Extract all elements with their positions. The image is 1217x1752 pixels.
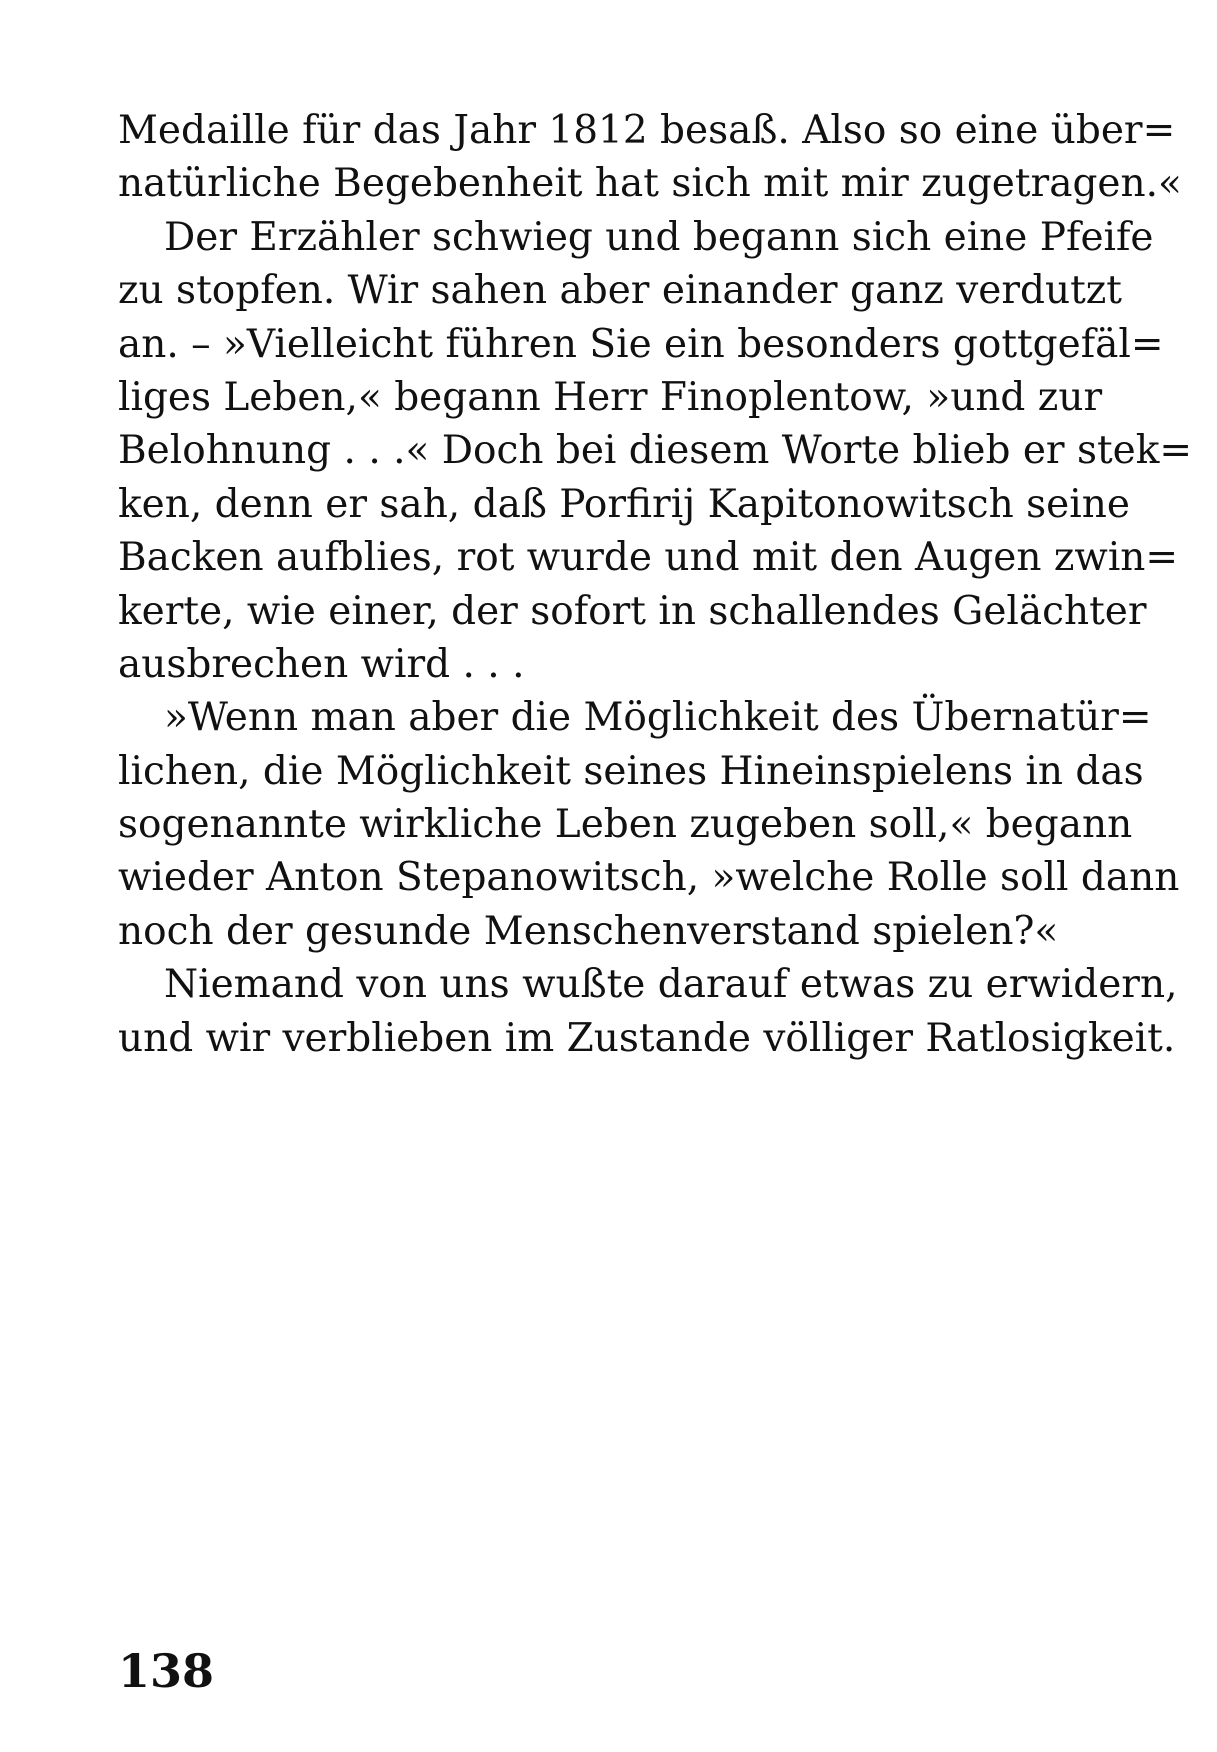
- text-line: Belohnung . . .« Doch bei diesem Worte blieb er stek=: [118, 428, 1193, 474]
- text-line: Niemand von uns wußte darauf etwas zu erwidern,: [164, 962, 1178, 1008]
- text-line: Backen aufblies, rot wurde und mit den Augen zwin=: [118, 535, 1179, 581]
- page-number: 138: [118, 1644, 215, 1698]
- text-line: ausbrechen wird . . .: [118, 641, 525, 687]
- text-line: lichen, die Möglichkeit seines Hineinspielens in das: [118, 748, 1144, 794]
- text-line: noch der gesunde Menschenverstand spielen?«: [118, 908, 1059, 954]
- text-line: »Wenn man aber die Möglichkeit des Übernatür=: [164, 695, 1152, 741]
- text-line: und wir verblieben im Zustande völliger Ratlosigkeit.: [118, 1015, 1176, 1061]
- text-line: sogenannte wirkliche Leben zugeben soll,« begann: [118, 802, 1133, 848]
- text-line: ken, denn er sah, daß Porfirij Kapitonowitsch seine: [118, 481, 1130, 527]
- text-line: kerte, wie einer, der sofort in schallendes Gelächter: [118, 588, 1147, 634]
- text-line: Der Erzähler schwieg und begann sich eine Pfeife: [164, 214, 1154, 260]
- text-line: zu stopfen. Wir sahen aber einander ganz verdutzt: [118, 268, 1122, 314]
- text-line: liges Leben,« begann Herr Finoplentow, »und zur: [118, 374, 1103, 420]
- text-line: an. – »Vielleicht führen Sie ein besonders gottgefäl=: [118, 321, 1164, 367]
- text-line: Medaille für das Jahr 1812 besaß. Also so eine über=: [118, 108, 1176, 153]
- text-line: natürliche Begebenheit hat sich mit mir zugetragen.«: [118, 161, 1182, 207]
- text-line: wieder Anton Stepanowitsch, »welche Rolle soll dann: [118, 855, 1180, 901]
- body-text: [118, 104, 1193, 1065]
